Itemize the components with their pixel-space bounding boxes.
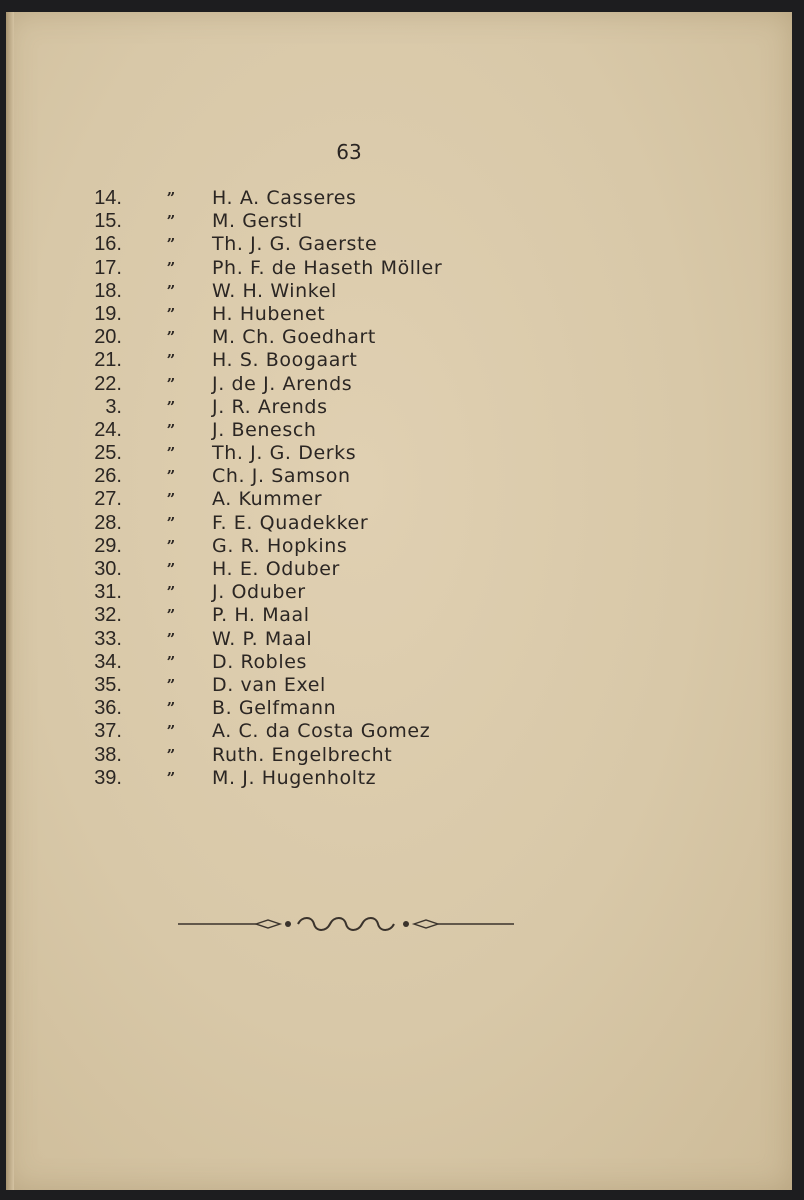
- entry-number: 34.: [94, 650, 122, 673]
- entry-name: P. H. Maal: [212, 604, 310, 627]
- ditto-mark: ”: [166, 189, 176, 207]
- entry-number: 27.: [94, 488, 122, 511]
- list-item: [6, 210, 792, 233]
- entry-number: 33.: [94, 627, 122, 650]
- list-item: [6, 581, 792, 604]
- decorative-divider-ornament: [178, 912, 514, 936]
- entry-name: W. P. Maal: [212, 627, 313, 650]
- entry-name: Th. J. G. Derks: [212, 442, 357, 465]
- entry-number: 38.: [94, 743, 122, 766]
- entry-number: 29.: [94, 534, 122, 557]
- entry-name: M. Ch. Goedhart: [212, 326, 376, 349]
- ditto-mark: ”: [166, 258, 176, 277]
- entry-name: F. E. Quadekker: [212, 511, 369, 534]
- entry-name: J. R. Arends: [212, 395, 328, 418]
- list-item: [6, 349, 792, 372]
- entry-name: H. E. Oduber: [212, 558, 340, 580]
- list-item: [6, 280, 792, 303]
- ditto-mark: ”: [166, 583, 176, 602]
- ditto-mark: ”: [166, 536, 176, 555]
- ditto-mark: ”: [166, 212, 176, 231]
- ditto-mark: ”: [166, 652, 176, 671]
- ditto-mark: ”: [166, 420, 176, 439]
- ditto-mark: ”: [166, 374, 176, 393]
- ditto-mark: ”: [166, 328, 176, 347]
- ditto-mark: ”: [166, 235, 176, 254]
- list-item: [6, 558, 792, 581]
- list-item: [6, 442, 792, 465]
- ditto-mark: ”: [166, 745, 176, 764]
- entry-name: M. Gerstl: [212, 210, 303, 233]
- entry-name: Ch. J. Samson: [212, 465, 351, 488]
- divider-dot-right: [403, 921, 409, 927]
- entry-name: B. Gelfmann: [212, 697, 337, 720]
- entry-name: Ruth. Engelbrecht: [212, 743, 393, 766]
- list-item: [6, 326, 792, 349]
- entry-name: Ph. F. de Haseth Möller: [212, 256, 443, 279]
- entry-name: J. de J. Arends: [212, 372, 353, 395]
- ditto-mark: ”: [166, 444, 176, 463]
- entry-number: 21.: [94, 349, 122, 372]
- ditto-mark: ”: [166, 281, 176, 300]
- list-item: [6, 512, 792, 535]
- list-item: [6, 257, 792, 280]
- entry-number: 37.: [94, 720, 122, 743]
- entry-number: 3.: [105, 395, 122, 418]
- ditto-mark: ”: [166, 560, 176, 578]
- list-item: [6, 604, 792, 627]
- ditto-mark: ”: [166, 513, 176, 532]
- list-item: [6, 396, 792, 419]
- name-list: [6, 187, 792, 790]
- entry-name: G. R. Hopkins: [212, 534, 348, 557]
- ditto-mark: ”: [166, 351, 176, 370]
- entry-number: 35.: [94, 673, 122, 696]
- entry-name: Th. J. G. Gaerste: [212, 233, 378, 256]
- ditto-mark: ”: [166, 722, 176, 741]
- ditto-mark: ”: [166, 675, 176, 694]
- entry-number: 28.: [94, 511, 122, 534]
- list-item: [6, 767, 792, 790]
- book-page: [6, 12, 792, 1190]
- list-item: [6, 373, 792, 396]
- entry-number: 16.: [94, 233, 122, 256]
- list-item: [6, 233, 792, 256]
- ditto-mark: ”: [166, 699, 176, 718]
- entry-number: 22.: [94, 372, 122, 395]
- ditto-mark: ”: [166, 304, 176, 323]
- entry-name: M. J. Hugenholtz: [212, 766, 377, 789]
- entry-name: A. C. da Costa Gomez: [212, 720, 431, 743]
- list-item: [6, 628, 792, 651]
- entry-number: 19.: [94, 302, 122, 325]
- entry-number: 18.: [94, 279, 122, 302]
- entry-number: 32.: [94, 604, 122, 627]
- entry-number: 25.: [94, 442, 122, 465]
- entry-name: A. Kummer: [212, 488, 323, 511]
- entry-name: H. A. Casseres: [212, 187, 357, 209]
- list-item: [6, 303, 792, 326]
- entry-number: 30.: [94, 558, 122, 580]
- entry-name: H. S. Boogaart: [212, 349, 358, 372]
- entry-number: 17.: [94, 256, 122, 279]
- entry-number: 20.: [94, 326, 122, 349]
- entry-number: 31.: [94, 581, 122, 604]
- entry-number: 36.: [94, 697, 122, 720]
- entry-number: 14.: [94, 187, 122, 209]
- ditto-mark: ”: [166, 490, 176, 509]
- ditto-mark: ”: [166, 467, 176, 486]
- entry-number: 24.: [94, 418, 122, 441]
- entry-name: W. H. Winkel: [212, 279, 337, 302]
- page-number: 63: [336, 140, 362, 164]
- divider-scroll-center: [298, 918, 394, 930]
- divider-diamond-right: [414, 920, 438, 928]
- ditto-mark: ”: [166, 397, 176, 416]
- ditto-mark: ”: [166, 768, 176, 787]
- entry-number: 39.: [94, 766, 122, 789]
- list-item: [6, 697, 792, 720]
- list-item: [6, 488, 792, 511]
- list-item: [6, 651, 792, 674]
- entry-name: J. Oduber: [212, 581, 306, 604]
- list-item: [6, 720, 792, 743]
- ditto-mark: ”: [166, 606, 176, 625]
- list-item: [6, 465, 792, 488]
- entry-name: J. Benesch: [212, 418, 317, 441]
- divider-diamond-left: [256, 920, 280, 928]
- list-item: [6, 187, 792, 210]
- ditto-mark: ”: [166, 629, 176, 648]
- list-item: [6, 674, 792, 697]
- entry-number: 26.: [94, 465, 122, 488]
- list-item: [6, 419, 792, 442]
- divider-dot-left: [285, 921, 291, 927]
- entry-number: 15.: [94, 210, 122, 233]
- entry-name: H. Hubenet: [212, 302, 326, 325]
- list-item: [6, 535, 792, 558]
- entry-name: D. van Exel: [212, 673, 326, 696]
- list-item: [6, 744, 792, 767]
- entry-name: D. Robles: [212, 650, 308, 673]
